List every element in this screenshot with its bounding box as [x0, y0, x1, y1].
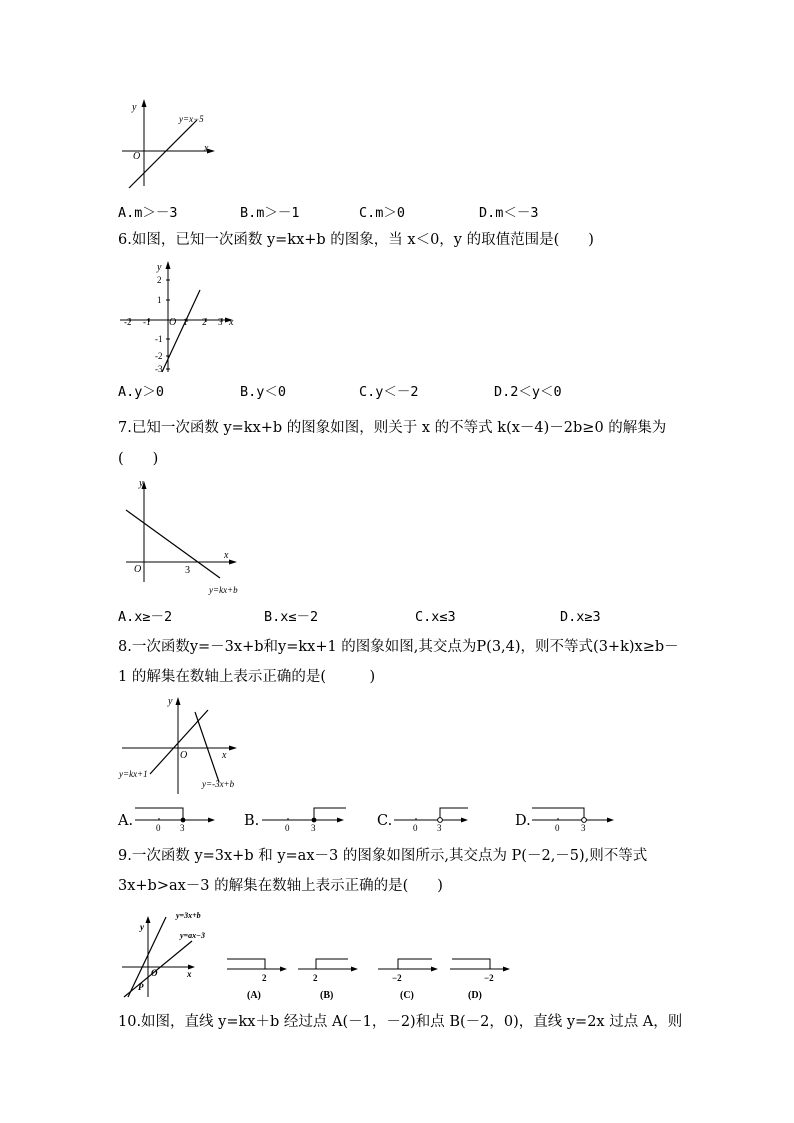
q8-d-tick-three: 3	[581, 823, 586, 832]
q9-d-label: (D)	[468, 990, 482, 1001]
q9-point-label: P	[138, 982, 144, 992]
q7-stem-line2: ( )	[118, 451, 159, 467]
q5-option-a[interactable]: A.m＞－3	[118, 205, 178, 221]
q7-line-label: y=kx+b	[209, 585, 238, 595]
q8-graph	[116, 690, 244, 800]
q6-x-tick: -1	[143, 317, 151, 327]
q8-b-tick-zero: 0	[285, 823, 290, 832]
q5-option-d[interactable]: D.m＜－3	[479, 205, 539, 221]
q9-line2-label: y=ax−3	[180, 931, 205, 940]
q8-b-tick-three: 3	[311, 823, 316, 832]
q9-choice-a[interactable]	[225, 955, 291, 1001]
q5-option-b[interactable]: B.m＞－1	[240, 205, 300, 221]
q8-axis-x-label: x	[222, 750, 227, 761]
q9-choice-b[interactable]	[296, 955, 362, 1001]
q5-graph	[112, 96, 222, 192]
q8-option-b-numberline[interactable]	[260, 804, 350, 832]
q8-line1-label: y=kx+1	[119, 769, 148, 779]
q9-c-tick: −2	[392, 973, 402, 983]
q5-line-label: y=x−5	[179, 114, 204, 124]
q6-y-tick: -1	[155, 334, 163, 344]
q6-x-tick: -2	[124, 317, 132, 327]
q6-y-tick: 2	[157, 275, 162, 285]
q8-a-tick-three: 3	[180, 823, 185, 832]
q9-b-tick: 2	[313, 973, 318, 983]
q6-axis-y-label: y	[157, 262, 162, 273]
q6-y-tick: -2	[155, 351, 163, 361]
q6-option-c[interactable]: C.y＜－2	[359, 384, 419, 400]
q6-x-tick: 3	[218, 317, 223, 327]
q8-a-tick-zero: 0	[156, 823, 161, 832]
q7-axis-y-label: y	[139, 478, 144, 489]
q8-option-d-letter[interactable]: D.	[515, 813, 531, 829]
q7-axis-x-label: x	[224, 550, 229, 561]
q7-option-a[interactable]: A.x≥－2	[118, 609, 173, 625]
q8-stem-line2: 1 的解集在数轴上表示正确的是( )	[118, 669, 376, 685]
q6-graph	[112, 258, 242, 376]
q6-x-tick: 1	[183, 317, 188, 327]
q9-line1-label: y=3x+b	[176, 911, 201, 920]
q9-stem-line2: 3x+b>ax－3 的解集在数轴上表示正确的是( )	[118, 878, 443, 894]
q8-line2-label: y=-3x+b	[202, 779, 235, 789]
q7-origin-label: O	[134, 564, 142, 575]
q5-axis-y-label: y	[132, 102, 137, 113]
q8-option-b-letter[interactable]: B.	[244, 813, 260, 829]
q6-axis-x-label: x	[229, 317, 234, 328]
q5-option-c[interactable]: C.m＞0	[359, 205, 406, 221]
q9-stem-line1: 9.一次函数 y=3x+b 和 y=ax－3 的图象如图所示,其交点为 P(－2,－5),则不等式	[118, 848, 648, 864]
q8-option-c-numberline[interactable]	[392, 804, 474, 832]
q9-choice-c[interactable]	[376, 955, 442, 1001]
q8-origin-label: O	[180, 750, 188, 761]
q7-stem-line1: 7.已知一次函数 y=kx+b 的图象如图，则关于 x 的不等式 k(x－4)－2b≥0 的解集为	[118, 420, 667, 436]
q8-c-tick-three: 3	[437, 823, 442, 832]
q6-stem: 6.如图，已知一次函数 y=kx+b 的图象，当 x＜0，y 的取值范围是( )	[118, 232, 594, 248]
q8-d-tick-zero: 0	[555, 823, 560, 832]
q8-option-c-letter[interactable]: C.	[377, 813, 393, 829]
q8-c-tick-zero: 0	[413, 823, 418, 832]
q8-option-a-letter[interactable]: A.	[118, 813, 134, 829]
q9-c-label: (C)	[400, 990, 414, 1001]
q8-stem-line1: 8.一次函数y=－3x+b和y=kx+1 的图象如图,其交点为P(3,4)，则不等式(3+k)x≥b－	[118, 639, 679, 655]
q6-y-tick: -3	[155, 364, 163, 374]
q7-option-b[interactable]: B.x≤－2	[264, 609, 319, 625]
q9-d-tick: −2	[484, 973, 494, 983]
q7-x-tick: 3	[185, 565, 190, 576]
q7-graph	[116, 474, 256, 600]
q7-option-c[interactable]: C.x≤3	[415, 609, 456, 625]
q6-x-tick: 2	[202, 317, 207, 327]
q6-origin-label: O	[169, 317, 177, 328]
q6-option-a[interactable]: A.y＞0	[118, 384, 165, 400]
q6-y-tick: 1	[157, 295, 162, 305]
q9-axis-y-label: y	[140, 922, 144, 932]
q9-choice-d[interactable]	[448, 955, 514, 1001]
q7-option-d[interactable]: D.x≥3	[560, 609, 601, 625]
q5-axis-x-label: x	[204, 143, 209, 154]
q9-b-label: (B)	[320, 990, 334, 1001]
q8-option-a-numberline[interactable]	[133, 804, 219, 832]
q5-origin-label: O	[133, 151, 141, 162]
q9-axis-x-label: x	[187, 969, 192, 979]
q6-option-d[interactable]: D.2＜y＜0	[494, 384, 562, 400]
q9-a-label: (A)	[247, 990, 261, 1001]
q8-option-d-numberline[interactable]	[530, 804, 620, 832]
q8-axis-y-label: y	[168, 696, 173, 707]
q9-a-tick: 2	[262, 973, 267, 983]
q6-option-b[interactable]: B.y＜0	[240, 384, 287, 400]
q9-origin-label: O	[151, 968, 158, 978]
q9-graph	[118, 905, 218, 1001]
q10-stem: 10.如图，直线 y=kx＋b 经过点 A(－1，－2)和点 B(－2，0)，直线 y=2x 过点 A，则	[118, 1014, 683, 1030]
